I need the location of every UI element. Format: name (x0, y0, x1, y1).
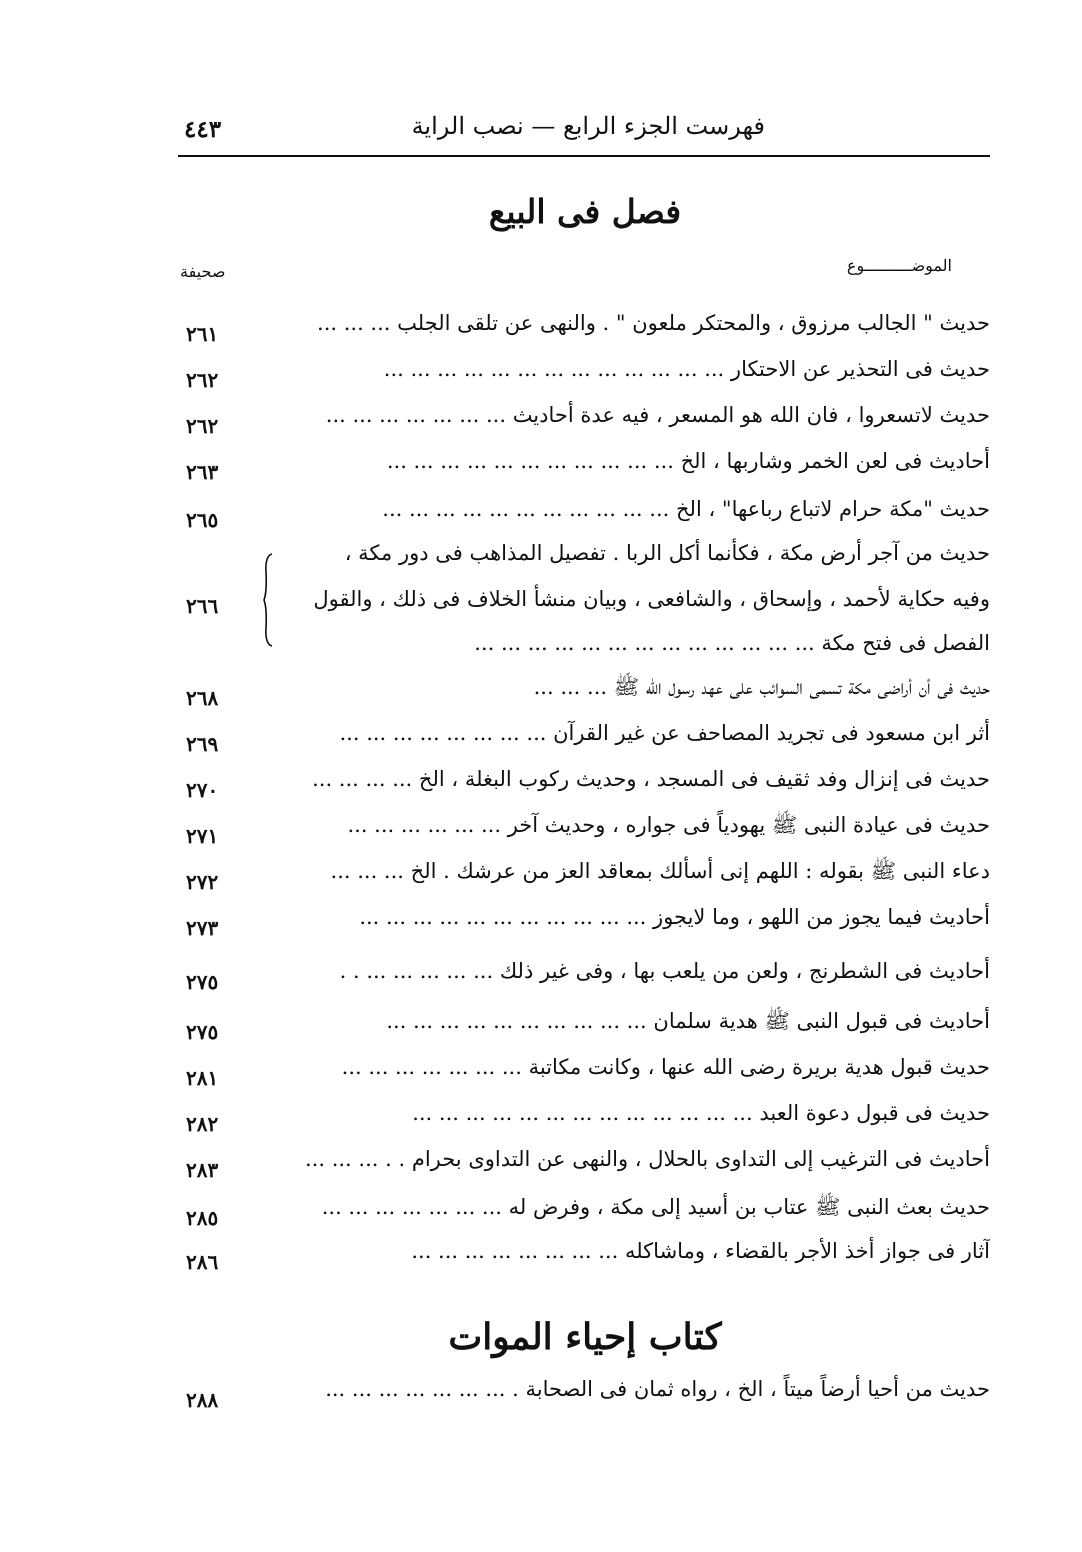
entry-text: أحاديث فى الترغيب إلى التداوى بالحلال ، والنهى عن التداوى بحرام (411, 1147, 990, 1171)
toc-entry (180, 956, 990, 1002)
leader-dots: ... ... ... (317, 311, 391, 335)
entry-page: ٢٧٠ (186, 778, 219, 802)
toc-entry (180, 810, 990, 856)
toc-entry (180, 856, 990, 902)
entry-page: ٢٧٣ (186, 916, 219, 940)
toc-entry (180, 354, 990, 400)
running-head-title: فهرست الجزء الرابع — نصب الراية (411, 112, 765, 140)
entry-page: ٢٦١ (186, 322, 219, 346)
leader-dots: ... ... ... ... ... . . (339, 959, 494, 983)
leader-dots: ... ... ... ... (312, 767, 413, 791)
entry-text: أحاديث فيما يجوز من اللهو ، وما لايجوز (653, 905, 990, 929)
toc-entry (180, 1144, 990, 1190)
entry-page: ٢٨٦ (186, 1250, 219, 1274)
toc-entry (180, 446, 990, 492)
entry-page: ٢٧٥ (186, 1020, 219, 1044)
toc-entry (180, 1006, 990, 1052)
entry-text: حديث فى التحذير عن الاحتكار (730, 357, 990, 381)
entry-text: أحاديث فى قبول النبى ﷺ هدية سلمان (653, 1009, 990, 1033)
entry-text: حديث فى إنزال وفد ثقيف فى المسجد ، وحديث ركوب البغلة ، الخ (418, 767, 990, 791)
entry-page: ٢٦٨ (186, 686, 219, 710)
leader-dots: ... ... ... ... ... ... ... ... ... ... ... (359, 905, 647, 929)
leader-dots: ... ... ... ... ... ... ... ... ... ... ... ... ... (383, 357, 725, 381)
entry-page: ٢٦٢ (186, 414, 219, 438)
toc-entry (180, 1052, 990, 1098)
entry-page: ٢٨٨ (186, 1388, 219, 1412)
entry-text: حديث بعث النبى ﷺ عتاب بن أسيد إلى مكة ، وفرض له (508, 1195, 990, 1219)
entry-text: آثار فى جواز أخذ الأجر بالقضاء ، وماشاكله (624, 1239, 990, 1263)
entry-text: أحاديث فى الشطرنج ، ولعن من يلعب بها ، وفى غير ذلك (499, 959, 990, 983)
entry-text-line: الفصل فى فتح مكة ... ... ... ... ... ... ... ... ... ... ... ... ... (474, 631, 990, 655)
entry-page: ٢٨٣ (186, 1158, 219, 1182)
entry-page: ٢٦٥ (186, 508, 219, 532)
entry-page: ٢٧٢ (186, 870, 219, 894)
entry-text: حديث فى أن أراضى مكة تسمى السوائب على عهد رسول الله ﷺ (613, 675, 990, 699)
toc-entry (180, 400, 990, 446)
leader-dots: ... ... ... ... ... ... ... ... ... ... ... (386, 449, 674, 473)
column-header-page: صحيفة (180, 262, 226, 281)
entry-text: حديث قبول هدية بريرة رضى الله عنها ، وكانت مكاتبة (528, 1055, 990, 1079)
entry-text: أحاديث فى لعن الخمر وشاربها ، الخ (680, 449, 990, 473)
leader-dots: ... ... ... ... ... ... ... (341, 1055, 522, 1079)
leader-dots: ... ... ... (533, 675, 608, 699)
toc-entry (180, 1236, 990, 1282)
leader-dots: ... ... ... ... ... ... ... ... ... ... ... ... ... (412, 1101, 753, 1125)
entry-page: ٢٦٢ (186, 368, 219, 392)
toc-entry (180, 494, 990, 540)
entry-page: ٢٧١ (186, 824, 219, 848)
entry-text: دعاء النبى ﷺ بقوله : اللهم إنى أسألك بمعاقد العز من عرشك . الخ (410, 859, 990, 883)
entry-text: أثر ابن مسعود فى تجريد المصاحف عن غير القرآن (553, 721, 990, 745)
entry-page: ٢٦٩ (186, 732, 219, 756)
entry-page: ٢٦٣ (186, 460, 219, 484)
leader-dots: ... ... ... ... ... ... ... (325, 1377, 506, 1401)
entry-page: ٢٧٥ (186, 970, 219, 994)
section-title: فصل فى البيع (488, 192, 682, 231)
leader-dots: ... ... ... ... ... ... (347, 813, 502, 837)
leader-dots: ... ... ... ... ... ... ... ... ... ... (386, 1009, 647, 1033)
toc-entry (180, 1374, 990, 1420)
toc-entry (180, 308, 990, 354)
leader-dots: ... ... ... ... ... ... ... (321, 1195, 502, 1219)
entry-text: حديث لاتسعروا ، فان الله هو المسعر ، فيه عدة أحاديث (512, 403, 990, 427)
toc-entry-multiline (180, 538, 990, 668)
column-header-subject: الموضــــــــــوع (846, 256, 952, 275)
entry-text: حديث من أحيا أرضاً ميتاً ، الخ ، رواه ثمان فى الصحابة . (512, 1377, 990, 1401)
leader-dots: ... ... ... ... ... ... ... ... (339, 721, 547, 745)
entry-text-line: وفيه حكاية لأحمد ، وإسحاق ، والشافعى ، وبيان منشأ الخلاف فى ذلك ، والقول (313, 587, 990, 611)
toc-entry (180, 1192, 990, 1238)
running-head (180, 108, 990, 148)
toc-entry (180, 672, 990, 718)
leader-dots: ... ... ... ... ... ... ... (325, 403, 506, 427)
header-rule (178, 155, 990, 157)
entry-text: حديث " الجالب مرزوق ، والمحتكر ملعون " . والنهى عن تلقى الجلب (397, 311, 990, 335)
toc-entry (180, 902, 990, 948)
entry-text: حديث "مكة حرام لاتباع رباعها" ، الخ (676, 497, 990, 521)
entry-page: ٢٨٢ (186, 1112, 219, 1136)
leader-dots: ... ... ... (330, 859, 404, 883)
leader-dots: . . ... ... ... (305, 1147, 406, 1171)
leader-dots: ... ... ... ... ... ... ... ... ... ... ... (382, 497, 670, 521)
toc-entry (180, 764, 990, 810)
toc-entry (180, 718, 990, 764)
entry-page: ٢٨٥ (186, 1206, 219, 1230)
entry-text: حديث فى قبول دعوة العبد (759, 1101, 990, 1125)
toc-entry (180, 1098, 990, 1144)
page-number: ٤٤٣ (184, 116, 222, 143)
entry-text-line: حديث من آجر أرض مكة ، فكأنما أكل الربا . تفصيل المذاهب فى دور مكة ، (344, 541, 990, 565)
entry-text: حديث فى عيادة النبى ﷺ يهودياً فى جواره ، وحديث آخر (507, 813, 990, 837)
entry-page: ٢٦٦ (186, 594, 219, 618)
brace-mark (262, 552, 276, 648)
entry-page: ٢٨١ (186, 1066, 219, 1090)
section-title: كتاب إحياء الموات (448, 1316, 722, 1358)
leader-dots: ... ... ... ... ... ... ... ... (411, 1239, 619, 1263)
